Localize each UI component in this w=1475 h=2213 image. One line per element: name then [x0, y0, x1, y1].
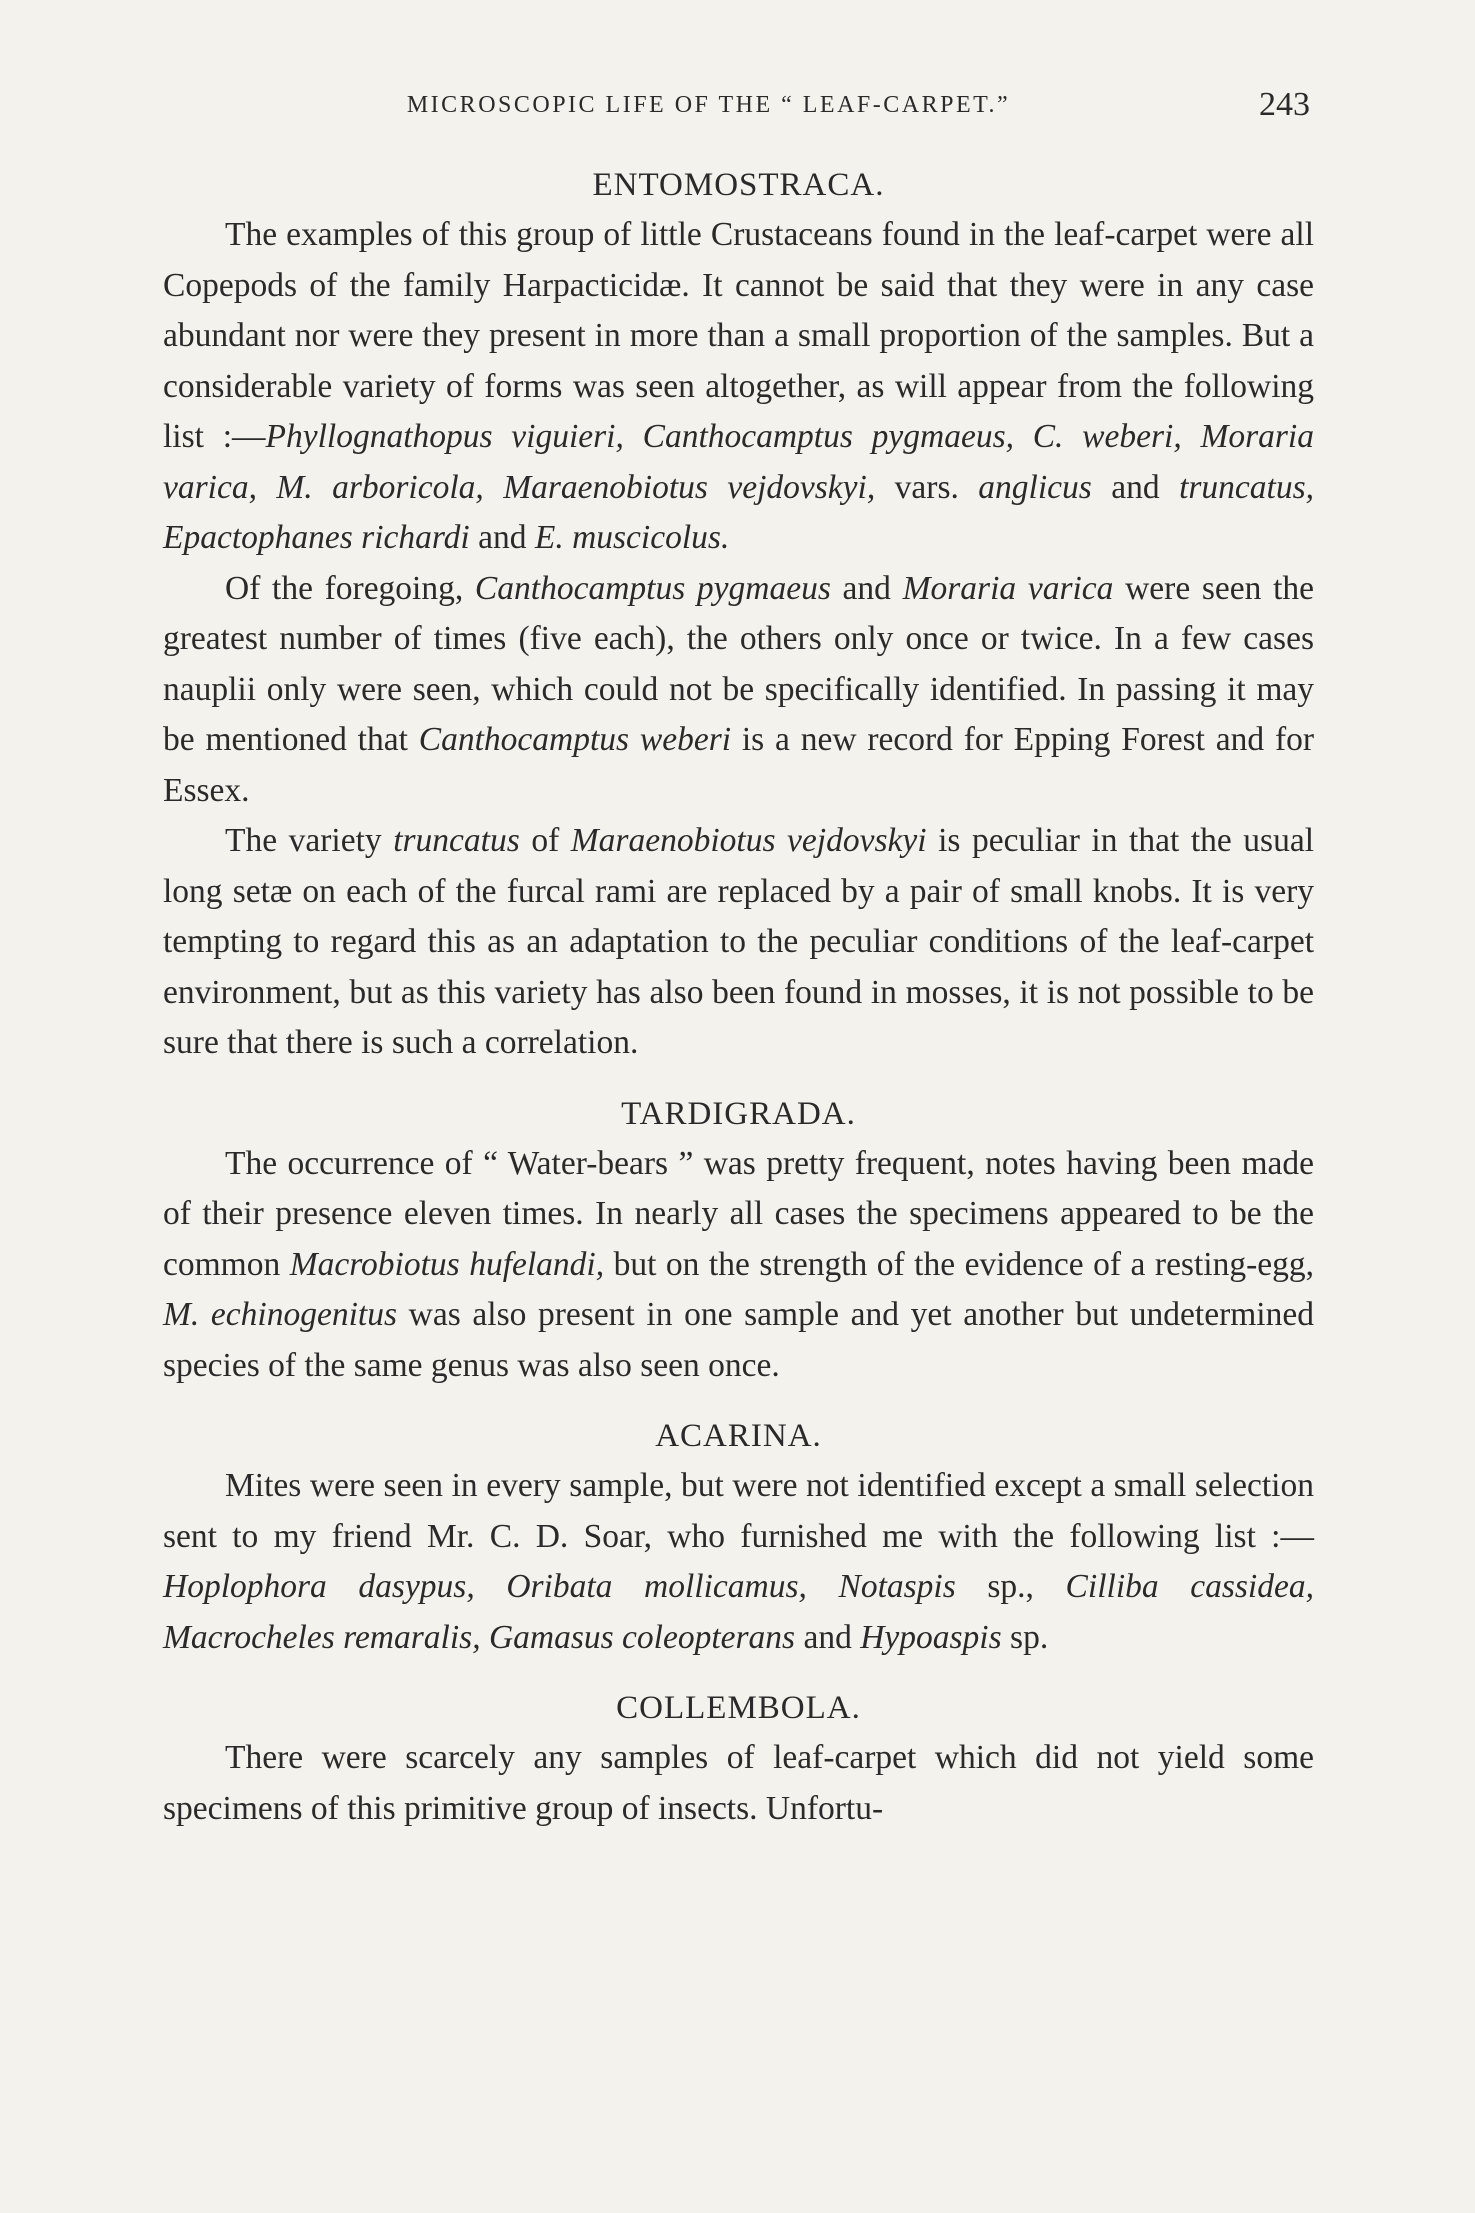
italic-term: Cilliba cassidea, Macrocheles remaralis, Gamasus coleopterans [163, 1568, 1314, 1656]
italic-term: Canthocamptus weberi [418, 721, 732, 758]
section-heading: COLLEMBOLA. [616, 1690, 861, 1726]
paragraph: The occurrence of “ Water-bears ” was pretty frequent, notes having been made of their presence eleven times. In nearly all cases the specimens appeared to be the common Macrobiotus hufelandi, but on the strength of the evidence of a resting-egg, M. echinogenitus was also present in one sample and yet another but undetermined species of the same genus was also seen once. [163, 1144, 1314, 1384]
italic-term: Phyllognathopus viguieri, [265, 418, 624, 455]
running-title: MICROSCOPIC LIFE OF THE “ LEAF-CARPET.” [406, 92, 1011, 118]
italic-term: truncatus, [1179, 468, 1314, 506]
section-heading: TARDIGRADA. [621, 1095, 856, 1132]
italic-term: truncatus [393, 822, 520, 859]
italic-term: Moraria varica [902, 569, 1114, 607]
running-head [163, 86, 1314, 148]
section-acarina [163, 1411, 1314, 1663]
section-collembola [163, 1683, 1314, 1834]
italic-term: Hoplophora dasypus, Oribata mollicamus, Notaspis [163, 1568, 956, 1605]
paragraph: The examples of this group of little Crustaceans found in the leaf-carpet were all Copepods of the family Harpacticidæ. It cannot be said that they were in any case abundant nor were they present in more than a small proportion of the samples. But a considerable variety of forms was seen altogether, as will appear from the following list :—Phyllognathopus viguieri, Canthocamptus pygmaeus, C. weberi, Moraria varica, M. arboricola, Maraenobiotus vejdovskyi, vars. anglicus and truncatus, Epactophanes richardi and E. muscicolus. [163, 216, 1314, 556]
page-number: 243 [1259, 86, 1310, 123]
italic-term: Macrobiotus hufelandi, [289, 1245, 605, 1283]
paragraph: There were scarcely any samples of leaf-carpet which did not yield some specimens of this primitive group of insects. Unfortu- [163, 1739, 1314, 1827]
section-entomostraca [163, 160, 1314, 1069]
italic-term: Maraenobiotus vejdovskyi [570, 822, 927, 859]
italic-term: Hypoaspis [860, 1618, 1002, 1656]
italic-term: Epactophanes richardi [163, 519, 470, 556]
italic-term: M. echinogenitus [163, 1296, 397, 1333]
section-tardigrada [163, 1089, 1314, 1392]
paragraph: The variety truncatus of Maraenobiotus vejdovskyi is peculiar in that the usual long setæ on each of the furcal rami are replaced by a pair of small knobs. It is very tempting to regard this as an adaptation to the peculiar conditions of the leaf-carpet environment, but as this variety has also been found in mosses, it is not possible to be sure that there is such a correlation. [163, 822, 1315, 1061]
italic-term: Canthocamptus pygmaeus [474, 569, 831, 607]
section-heading: ENTOMOSTRACA. [592, 167, 885, 203]
italic-term: Canthocamptus pygmaeus, C. weberi, Moraria varica, M. arboricola, Maraenobiotus vejdovskyi, [163, 418, 1314, 506]
section-heading: ACARINA. [655, 1418, 822, 1454]
italic-term: E. muscicolus. [534, 519, 730, 556]
paragraph: Mites were seen in every sample, but were not identified except a small selection sent to my friend Mr. C. D. Soar, who furnished me with the following list :—Hoplophora dasypus, Oribata mollicamus, Notaspis sp., Cilliba cassidea, Macrocheles remaralis, Gamasus coleopterans and Hypoaspis sp. [163, 1467, 1314, 1656]
italic-term: anglicus [978, 468, 1092, 506]
paragraph: Of the foregoing, Canthocamptus pygmaeus and Moraria varica were seen the greatest number of times (five each), the others only once or twice. In a few cases nauplii only were seen, which could not be specifically identified. In passing it may be mentioned that Canthocamptus weberi is a new record for Epping Forest and for Essex. [163, 569, 1315, 809]
